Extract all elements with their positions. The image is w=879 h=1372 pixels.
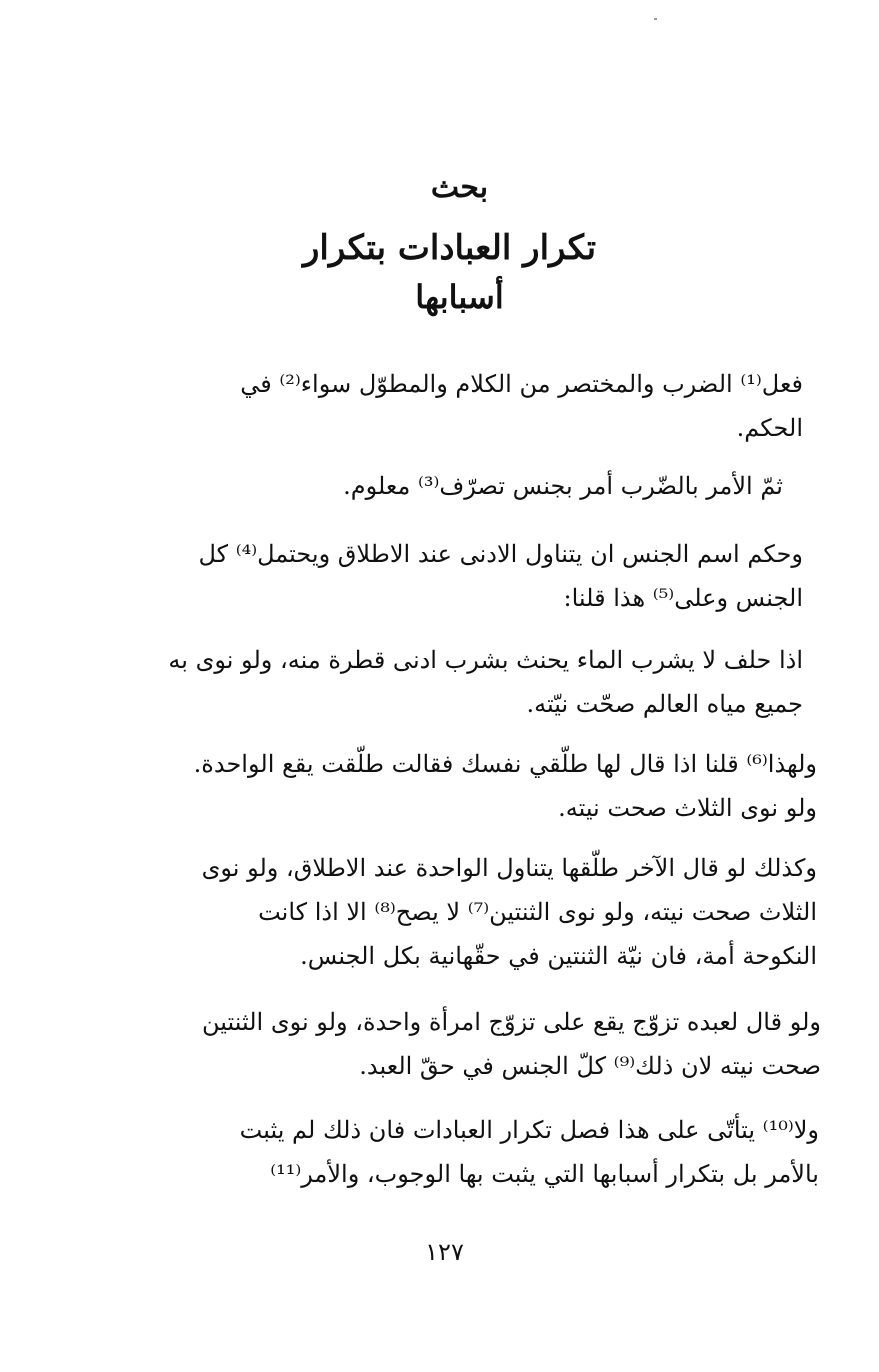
paragraph-line: الجنس وعلى⁽⁵⁾ هذا قلنا: <box>563 584 803 612</box>
paragraph-line: ولا⁽¹⁰⁾ يتأتّى على هذا فصل تكرار العبادات فان ذلك لم يثبت <box>239 1116 819 1144</box>
chapter-subtitle: أسبابها <box>415 278 504 316</box>
paragraph-line: اذا حلف لا يشرب الماء يحنث بشرب ادنى قطرة منه، ولو نوى به <box>168 646 803 674</box>
paragraph-line: فعل⁽¹⁾ الضرب والمختصر من الكلام والمطوّل سواء⁽²⁾ في <box>240 370 803 398</box>
paragraph-line: وحكم اسم الجنس ان يتناول الادنى عند الاطلاق ويحتمل⁽⁴⁾ كل <box>198 540 803 568</box>
paragraph-line: الثلاث صحت نيته، ولو نوى الثنتين⁽⁷⁾ لا يصح⁽⁸⁾ الا اذا كانت <box>258 898 817 926</box>
paragraph-line: وكذلك لو قال الآخر طلّقها يتناول الواحدة عند الاطلاق، ولو نوى <box>201 854 817 882</box>
paragraph-6 <box>117 846 817 978</box>
paragraph-line: ولهذا⁽⁶⁾ قلنا اذا قال لها طلّقي نفسك فقالت طلّقت يقع الواحدة. <box>193 750 817 778</box>
paragraph-line: الحكم. <box>736 414 803 442</box>
paragraph-7 <box>121 1000 821 1088</box>
chapter-title: تكرار العبادات بتكرار <box>302 228 597 268</box>
paragraph-4 <box>113 638 803 726</box>
paragraph-line: صحت نيته لان ذلك⁽⁹⁾ كلّ الجنس في حقّ العبد. <box>359 1052 821 1080</box>
paragraph-line: النكوحة أمة، فان نيّة الثنتين في حقّهانية بكل الجنس. <box>300 942 817 970</box>
paragraph-1 <box>113 362 803 450</box>
paragraph-line: بالأمر بل بتكرار أسبابها التي يثبت بها الوجوب، والأمر⁽¹¹⁾ <box>270 1160 819 1188</box>
paragraph-8 <box>119 1108 819 1196</box>
paragraph-line: ولو نوى الثلاث صحت نيته. <box>558 794 817 822</box>
section-label: بحث <box>430 170 489 205</box>
scan-speck <box>654 18 657 20</box>
paragraph-2 <box>113 464 783 508</box>
paragraph-line: ثمّ الأمر بالضّرب أمر بجنس تصرّف⁽³⁾ معلوم. <box>343 472 783 500</box>
page-number: ١٢٧ <box>425 1238 464 1266</box>
paragraph-3 <box>113 532 803 620</box>
paragraph-5 <box>117 742 817 830</box>
paragraph-line: جميع مياه العالم صحّت نيّته. <box>526 690 803 718</box>
paragraph-line: ولو قال لعبده تزوّج يقع على تزوّج امرأة واحدة، ولو نوى الثنتين <box>201 1008 821 1036</box>
